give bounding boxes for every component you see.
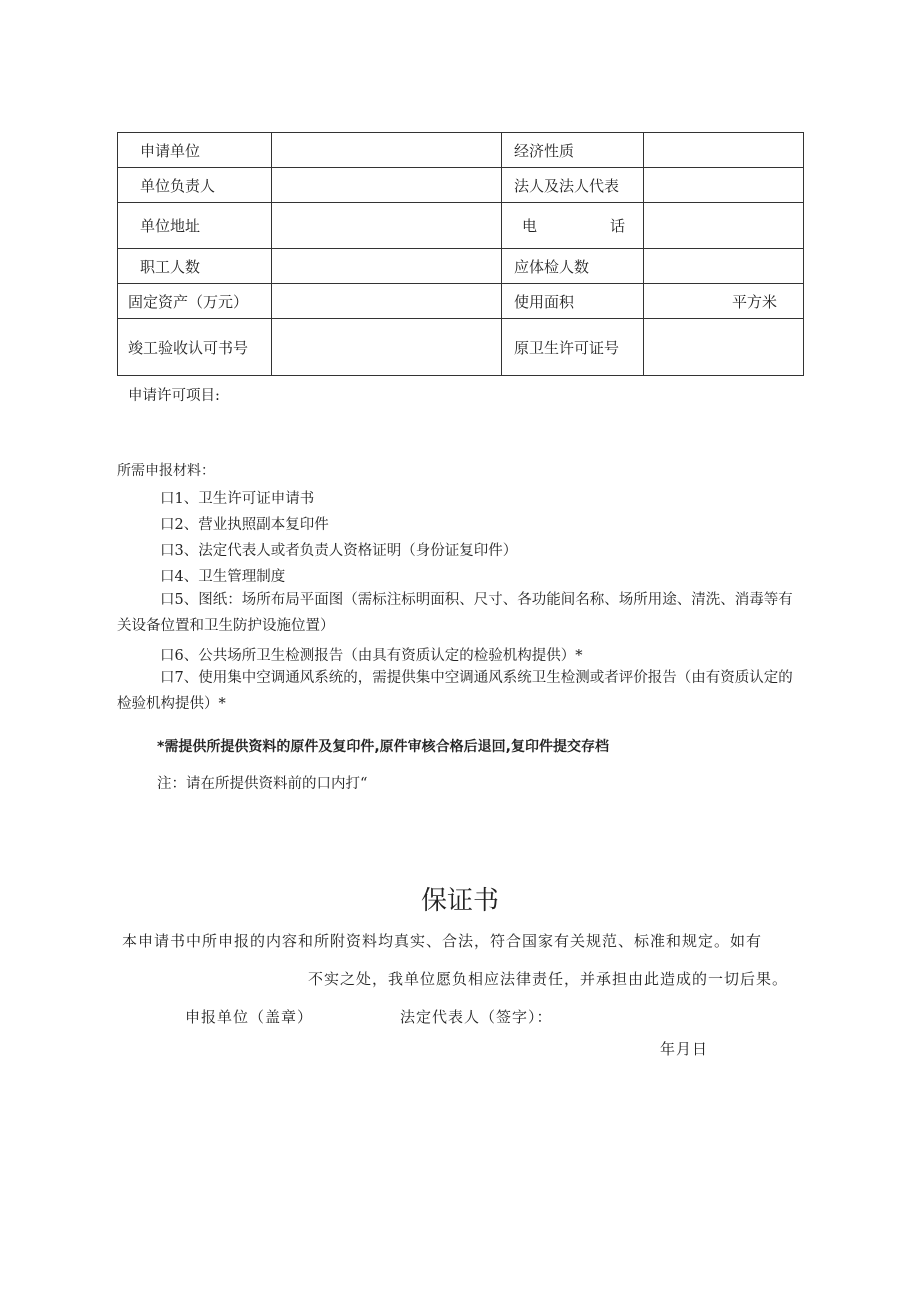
unit-address-field[interactable] xyxy=(272,203,502,249)
unit-seal-label: 申报单位（盖章） xyxy=(185,1008,314,1026)
representative-signature-label: 法定代表人（签字）： xyxy=(400,1008,553,1026)
table-row xyxy=(118,284,804,319)
applicant-unit-label: 申请单位 xyxy=(118,133,272,168)
unit-head-field[interactable] xyxy=(272,168,502,203)
phone-field[interactable] xyxy=(644,203,804,249)
completion-acceptance-label: 竣工验收认可书号 xyxy=(118,319,272,376)
legal-representative-label: 法人及法人代表 xyxy=(502,168,644,203)
unit-address-label: 单位地址 xyxy=(118,203,272,249)
guarantee-text-line-2: 不实之处，我单位愿负相应法律责任，并承担由此造成的一切后果。 xyxy=(308,970,789,988)
material-item-3[interactable]: 口3、法定代表人或者负责人资格证明（身份证复印件） xyxy=(160,543,518,559)
material-item-7[interactable]: 口7、使用集中空调通风系统的，需提供集中空调通风系统卫生检测或者评价报告（由有资质认定的检验机构提供）* xyxy=(117,670,793,712)
applicant-info-table xyxy=(117,132,804,376)
fixed-assets-label: 固定资产（万元） xyxy=(118,284,272,319)
table-row xyxy=(118,203,804,249)
economic-nature-label: 经济性质 xyxy=(502,133,644,168)
materials-heading: 所需申报材料： xyxy=(117,463,215,479)
phone-label-part-1: 电 xyxy=(522,217,538,235)
table-row xyxy=(118,249,804,284)
material-item-6[interactable]: 口6、公共场所卫生检测报告（由具有资质认定的检验机构提供）* xyxy=(160,648,583,664)
completion-acceptance-field[interactable] xyxy=(272,319,502,376)
applicant-unit-field[interactable] xyxy=(272,133,502,168)
table-row xyxy=(118,133,804,168)
phone-label xyxy=(502,203,644,249)
original-license-label: 原卫生许可证号 xyxy=(502,319,644,376)
usage-area-label: 使用面积 xyxy=(502,284,644,319)
usage-area-field[interactable] xyxy=(644,284,804,319)
table-row xyxy=(118,319,804,376)
unit-head-label: 单位负责人 xyxy=(118,168,272,203)
phone-label-part-2: 话 xyxy=(609,217,625,235)
exam-count-label: 应体检人数 xyxy=(502,249,644,284)
staff-count-field[interactable] xyxy=(272,249,502,284)
material-item-5[interactable]: 口5、图纸：场所布局平面图（需标注标明面积、尺寸、各功能间名称、场所用途、清洗、消毒等有关设备位置和卫生防护设施位置） xyxy=(117,592,793,634)
guarantee-title: 保证书 xyxy=(420,886,499,916)
exam-count-field[interactable] xyxy=(644,249,804,284)
original-copy-note: *需提供所提供资料的原件及复印件,原件审核合格后退回,复印件提交存档 xyxy=(157,739,609,755)
fixed-assets-field[interactable] xyxy=(272,284,502,319)
area-unit: 平方米 xyxy=(731,292,777,311)
guarantee-text-line-1: 本申请书中所申报的内容和所附资料均真实、合法，符合国家有关规范、标准和规定。如有 xyxy=(122,932,763,950)
original-license-field[interactable] xyxy=(644,319,804,376)
application-items-label: 申请许可项目: xyxy=(128,388,220,404)
date-label: 年月日 xyxy=(660,1040,709,1058)
material-item-2[interactable]: 口2、营业执照副本复印件 xyxy=(160,517,329,533)
material-item-4[interactable]: 口4、卫生管理制度 xyxy=(160,569,286,585)
checkbox-instruction-note: 注：请在所提供资料前的口内打“ xyxy=(157,776,368,792)
staff-count-label: 职工人数 xyxy=(118,249,272,284)
economic-nature-field[interactable] xyxy=(644,133,804,168)
table-row xyxy=(118,168,804,203)
material-item-1[interactable]: 口1、卫生许可证申请书 xyxy=(160,491,315,507)
legal-representative-field[interactable] xyxy=(644,168,804,203)
